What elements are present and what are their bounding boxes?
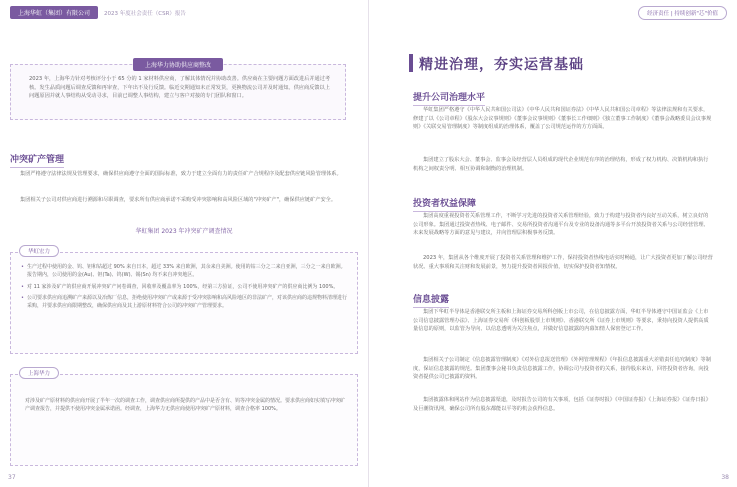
section-pill: 经济责任 | 持续创新"芯"价值 (638, 6, 727, 20)
investor-para-2: 2023 年，集团从各个维度开展了投资者关系管理和维护工作，保持投资者热线电话实时畅通，让广大投资者更加了解公司经营状况、重大事项和关注财和发展前景，努力提升投资者回报价值，切实保护投资者知情权。 (413, 255, 713, 270)
conflict-minerals-para-1: 集团严格遵守法律法规及管理要求，确保供应商遵守全面的国际标准，致力于建立全面有力的责任矿产合规程序及配套供应链风险管理体系。 (20, 171, 342, 177)
shanghai-huali-text: 对涉及矿产原材料的供应商开展了半年一次的调查工作，调查供应商所提供的产品中是否含有、钨等冲突金属的情况。要求供应商如实填写冲突矿产调查报告，并提供不使用冲突金属承诺函。经调查，上海华力无供应商使用冲突矿产原材料，调查合格率 100%。 (25, 398, 346, 413)
shanghai-huali-box (10, 371, 358, 466)
disclosure-para-3: 集团披露体和网站作为信息披露渠道，及时报告公司的有关事项，包括《证券时报》《中国证券报》《上海证券报》《证券日报》及巨潮资讯网，确保公司所有股东都能以平等的机会获得信息。 (413, 397, 711, 412)
conflict-minerals-para-2: 集团相关子公司对供应商进行溯源和尽职调查，要求所有供应商承诺不采购受冲突影响和高风险区域的"冲突矿产"，确保供应链矿产安全。 (20, 197, 337, 203)
left-page (0, 0, 368, 487)
company-pill: 上海华虹（集团）有限公司 (10, 6, 98, 19)
disclosure-para-1: 集团下华虹半导体是香港联交所主板和上海证券交易所科创板上市公司，在信息披露方面，华虹半导体遵守中国证监会《上市公司信息披露管理办法》、上海证券交易所《科创板股票上市规则》、香港联交所《证券上市规则》等要求，秉持向投资人提供高质量信息的原则，以监管为导向、以信息透明为关注焦点，并做好信息披露的内幕知情人保密登记工作。 (413, 309, 709, 332)
conflict-minerals-heading: 冲突矿产管理 (10, 152, 64, 168)
chapter-title: 精进治理，夯实运营基础 (419, 57, 584, 73)
right-page (369, 0, 737, 487)
supplier-case-box (10, 64, 346, 120)
report-subtitle: 2023 年度社会责任（CSR）报告 (104, 10, 186, 17)
shanghai-huali-tag: 上海华力 (19, 367, 59, 379)
investor-heading: 投资者权益保障 (413, 196, 476, 212)
huahong-grace-list (21, 263, 347, 310)
investor-para-1: 集团高度重视投资者关系管理工作，不断学习先进的投资者关系管理经验，致力于构建与投资者内良好互动关系，树立良好的公司形象。集团通过投资者热线、电子邮件、交易所投资者沟通平台及专业的设备沟通等多平台开放投资者关系与公司经营管理、未来发展战略等方面的意见与建议，并向管理层积极事务反馈。 (413, 213, 709, 236)
page-number-right: 38 (721, 474, 729, 481)
page-number-left: 37 (8, 474, 16, 481)
list-item: • 对 11 家涉及矿产的供应商开展冲突矿产问卷调查，回收率及覆盖率为 100%，经第三方验证，公司不使用冲突矿产的供应商比例为 100%。 (21, 283, 347, 291)
governance-heading: 提升公司治理水平 (413, 90, 485, 106)
list-item: • 公司要求供应商追溯矿产来源以及冶炼厂信息，拒绝使用冲突矿产或来源于受冲突影响和高风险地区的非法矿产，对该供应商的违规物料清理进行采购，并要求供应商限期整改，确保供应商及其上游原材料符合公司的冲突矿产管理要求。 (21, 294, 347, 311)
huahong-grace-tag: 华虹宏力 (19, 245, 59, 257)
list-item: • 生产过程中使用的金、钨、钽和钴超过 90% 来自日本，超过 33% 来自欧洲，其余来自美洲。使用的钴三分之二来自亚洲，三分之一来自欧洲。报告期内，公司使用的金(Au)、钽(Ta)、钨(W)、锡(Sn) 均不来自冲突地区。 (21, 263, 347, 280)
left-header (10, 6, 186, 19)
governance-para-2: 集团建立了股东大会、董事会、监事会及经营层人员组成的现代企业规范有序的治理结构，形成了权力机构、决策机构和执行机构之间权责分明、相互协调和制衡的治理机制。 (413, 157, 709, 172)
supplier-case-title: 上海华力协助供应商整改 (133, 58, 223, 71)
disclosure-para-2: 集团相关子公司制定《信息披露管理制度》《对外信息报送管理》《外网管理规程》《年报信息披露重大差错责任追究制度》等制度，保证信息披露的规范。集团董事会秘书负责信息披露工作，协调公司与投资者的关系，接待股东来访，回答投资者咨询，向投资者提供公司已披露的资料。 (413, 357, 711, 380)
huahong-grace-box (10, 249, 358, 354)
survey-title: 华虹集团 2023 年冲突矿产调查情况 (135, 228, 233, 235)
supplier-case-text: 2023 年，上海华力针对考核评分小于 65 分的 1 家材料供应商，了解其体情况并协助改善。供应商在主要问题方面改进后并通过考核。发生品质问题后调查反馈和再审查，下年出不及行反馈。临近交期通知未正常发货，更换物流公司并及时通知。供应商反馈以上问题原因并就人事结构从受动寻求，目前已调整人事结构，建立与客户对接的专门团队和窗口。 (29, 76, 331, 99)
disclosure-heading: 信息披露 (413, 292, 449, 308)
title-accent-bar (409, 54, 413, 72)
governance-para-1: 华虹集团严格遵守《中华人民共和国公司法》《中华人民共和国证券法》《中华人民共和国公司章程》等法律法规和有关要求，修建了以《公司章程》《股东大会议事规则》《董事会议事规则》《董事长工作细则》《独立董事工作制度》《董事会战略委员会议事规则》《关联交易管理制度》等制度组成的治理体系，覆盖了公司规范运作的方方面面。 (413, 107, 712, 130)
